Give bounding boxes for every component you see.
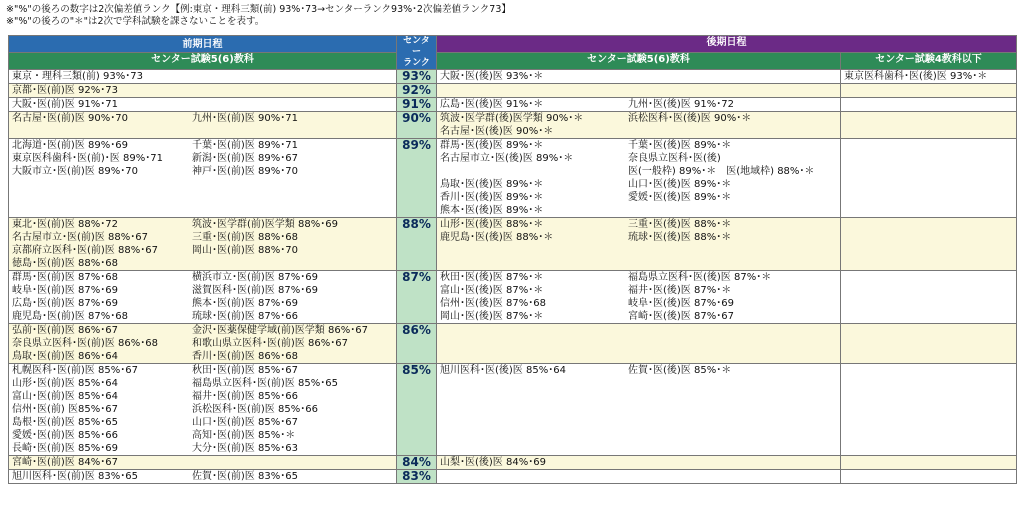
early-col-1 (12, 218, 192, 270)
early-cell (9, 70, 397, 84)
late-cell (437, 70, 841, 84)
late-4subjects-cell (841, 84, 1017, 98)
early-cell (9, 98, 397, 112)
entry-text: 大阪市立･医(前)医 89%･70 (12, 166, 138, 177)
rank-row (9, 364, 1017, 456)
entry-text: 山口･医(後)医 89%･＊ (628, 179, 732, 190)
ranking-table (8, 35, 1017, 484)
entry-text: 群馬･医(後)医 89%･＊ (440, 140, 544, 151)
entry-text: 京都府立医科･医(前)医 88%･67 (12, 245, 158, 256)
entry-text: 滋賀医科･医(前)医 87%･69 (192, 285, 318, 296)
entry-text: 名古屋･医(後)医 90%･＊ (440, 126, 554, 137)
early-col-1 (12, 98, 192, 111)
entry-text: 広島･医(後)医 91%･＊ (440, 99, 544, 110)
entry-text: 大阪･医(後)医 93%･＊ (440, 71, 544, 82)
entry-text: 名古屋市立･医(前)医 88%･67 (12, 232, 148, 243)
center-rank: 87% (397, 271, 437, 324)
entry-text: 神戸･医(前)医 89%･70 (192, 166, 298, 177)
entry-text: 弘前･医(前)医 86%･67 (12, 325, 118, 336)
early-cell (9, 456, 397, 470)
entry-text: 佐賀･医(前)医 83%･65 (192, 471, 298, 482)
entry-text: 島根･医(前)医 85%･65 (12, 417, 118, 428)
entry-text: 岡山･医(前)医 88%･70 (192, 245, 298, 256)
early-cell (9, 324, 397, 364)
late-cell (437, 364, 841, 456)
late-col-1 (440, 139, 628, 217)
entry-text: 旭川医科･医(後)医 85%･64 (440, 365, 566, 376)
center-rank-header (397, 36, 437, 70)
entry-text: 群馬･医(前)医 87%･68 (12, 272, 118, 283)
entry-text: 愛媛･医(前)医 85%･66 (12, 430, 118, 441)
entry-text: 筑波･医学群(前)医学類 88%･69 (192, 219, 338, 230)
late-cell (437, 271, 841, 324)
late-subjects-header: センター試験5(6)教科 (437, 53, 841, 70)
late-4subjects-cell (841, 70, 1017, 84)
entry-text: 浜松医科･医(後)医 90%･＊ (628, 113, 752, 124)
late-4subjects-cell (841, 112, 1017, 139)
entry-text: 香川･医(後)医 89%･＊ (440, 192, 544, 203)
entry-text: 名古屋市立･医(後)医 89%･＊ (440, 153, 574, 164)
late-col-1 (440, 271, 628, 323)
entry-text: 岐阜･医(後)医 87%･69 (628, 298, 734, 309)
entry-text: 岐阜･医(前)医 87%･69 (12, 285, 118, 296)
entry-text: 福井･医(後)医 87%･＊ (628, 285, 732, 296)
late-cell (437, 139, 841, 218)
early-col-1 (12, 84, 192, 97)
center-rank: 91% (397, 98, 437, 112)
entry-text: 広島･医(前)医 87%･69 (12, 298, 118, 309)
entry-text: 大分･医(前)医 85%･63 (192, 443, 298, 454)
center-rank-header-text: センター ランク (403, 36, 430, 68)
center-rank: 83% (397, 470, 437, 484)
late-schedule-header: 後期日程 (437, 36, 1017, 53)
entry-text: 三重･医(前)医 88%･68 (192, 232, 298, 243)
center-rank: 86% (397, 324, 437, 364)
early-cell (9, 218, 397, 271)
entry-text: 大阪･医(前)医 91%･71 (12, 99, 118, 110)
entry-text: 鹿児島･医(後)医 88%･＊ (440, 232, 554, 243)
rank-row (9, 324, 1017, 364)
late-col-1 (440, 364, 628, 377)
entry-text: 京都･医(前)医 92%･73 (12, 85, 118, 96)
late-col-2 (628, 364, 838, 377)
entry-text (440, 165, 628, 178)
entry-text: 岡山･医(後)医 87%･＊ (440, 311, 544, 322)
entry-text: 三重･医(後)医 88%･＊ (628, 219, 732, 230)
early-col-1 (12, 364, 192, 455)
rank-row (9, 70, 1017, 84)
entry-text: 富山･医(後)医 87%･＊ (440, 285, 544, 296)
late-col-1 (440, 98, 628, 111)
late-4subjects-cell (841, 324, 1017, 364)
center-rank: 90% (397, 112, 437, 139)
rank-row (9, 218, 1017, 271)
entry-text: 奈良県立医科･医(前)医 86%･68 (12, 338, 158, 349)
early-col-2 (192, 470, 392, 483)
entry-text: 奈良県立医科･医(後) (628, 153, 721, 164)
early-col-1 (12, 271, 192, 323)
early-cell (9, 271, 397, 324)
entry-text: 信州･医(後)医 87%･68 (440, 298, 546, 309)
entry-text: 徳島･医(前)医 88%･68 (12, 258, 118, 269)
late-4subjects-header: センター試験4教科以下 (841, 53, 1017, 70)
center-rank: 92% (397, 84, 437, 98)
entry-text: 東京・理科三類(前) 93%･73 (12, 71, 143, 82)
entry-text: 熊本･医(前)医 87%･69 (192, 298, 298, 309)
early-col-1 (12, 324, 192, 363)
rank-row (9, 112, 1017, 139)
late-cell (437, 324, 841, 364)
entry-text: 和歌山県立医科･医(前)医 86%･67 (192, 338, 348, 349)
early-subjects-header: センター試験5(6)教科 (9, 53, 397, 70)
entry-text (628, 204, 838, 217)
late-4subjects-cell (841, 364, 1017, 456)
entry-text: 鳥取･医(後)医 89%･＊ (440, 179, 544, 190)
late-col-2 (628, 271, 838, 323)
entry-text: 香川･医(前)医 86%･68 (192, 351, 298, 362)
entry-text: 千葉･医(後)医 89%･＊ (628, 140, 732, 151)
early-col-2 (192, 324, 392, 363)
early-cell (9, 139, 397, 218)
early-col-1 (12, 70, 192, 83)
late-4subjects-cell (841, 456, 1017, 470)
early-col-2 (192, 364, 392, 455)
entry-text: 福島県立医科･医(前)医 85%･65 (192, 378, 338, 389)
entry-text: 秋田･医(後)医 87%･＊ (440, 272, 544, 283)
center-rank: 93% (397, 70, 437, 84)
entry-text: 高知･医(前)医 85%･＊ (192, 430, 296, 441)
entry-text: 東京医科歯科･医(前)･医 89%･71 (12, 153, 163, 164)
entry-text: 福島県立医科･医(後)医 87%･＊ (628, 272, 772, 283)
entry-text: 北海道･医(前)医 89%･69 (12, 140, 128, 151)
entry-text: 旭川医科･医(前)医 83%･65 (12, 471, 138, 482)
early-schedule-header: 前期日程 (9, 36, 397, 53)
early-cell (9, 364, 397, 456)
entry-text: 山形･医(後)医 88%･＊ (440, 219, 544, 230)
rank-row (9, 456, 1017, 470)
entry-text: 医(一般枠) 89%･＊ 医(地域枠) 88%･＊ (628, 166, 815, 177)
late-col-1 (440, 70, 628, 83)
entry-text: 千葉･医(前)医 89%･71 (192, 140, 298, 151)
late-4subjects-cell (841, 139, 1017, 218)
late-cell (437, 470, 841, 484)
note-2: ※"%"の後ろの"＊"は2次で学科試験を課さないことを表す。 (6, 16, 265, 27)
rank-row (9, 84, 1017, 98)
rank-row (9, 470, 1017, 484)
late-cell (437, 98, 841, 112)
late-cell (437, 456, 841, 470)
entry-text: 金沢･医薬保健学域(前)医学類 86%･67 (192, 325, 368, 336)
rank-row (9, 271, 1017, 324)
early-col-2 (192, 271, 392, 323)
late-cell (437, 112, 841, 139)
entry-text: 福井･医(前)医 85%･66 (192, 391, 298, 402)
entry-text: 熊本･医(後)医 89%･＊ (440, 205, 544, 216)
entry-text: 宮崎･医(前)医 84%･67 (12, 457, 118, 468)
entry-text: 山梨･医(後)医 84%･69 (440, 457, 546, 468)
entry-text: 九州･医(後)医 91%･72 (628, 99, 734, 110)
entry-text: 長崎･医(前)医 85%･69 (12, 443, 118, 454)
entry-text: 新潟･医(前)医 89%･67 (192, 153, 298, 164)
early-col-1 (12, 112, 192, 125)
early-col-1 (12, 139, 192, 178)
entry-text: 宮崎･医(後)医 87%･67 (628, 311, 734, 322)
late-col-1 (440, 112, 628, 138)
early-cell (9, 84, 397, 98)
entry-text: 名古屋･医(前)医 90%･70 (12, 113, 128, 124)
early-col-1 (12, 470, 192, 483)
late-col-2 (628, 112, 838, 125)
entry-text: 横浜市立･医(前)医 87%･69 (192, 272, 318, 283)
early-col-2 (192, 112, 392, 125)
late-col-2 (628, 98, 838, 111)
entry-text: 山口･医(前)医 85%･67 (192, 417, 298, 428)
late-col-2 (628, 218, 838, 244)
center-rank: 85% (397, 364, 437, 456)
entry-text: 秋田･医(前)医 85%･67 (192, 365, 298, 376)
entry-text: 琉球･医(後)医 88%･＊ (628, 232, 732, 243)
center-rank: 89% (397, 139, 437, 218)
center-rank: 88% (397, 218, 437, 271)
early-cell (9, 470, 397, 484)
late-cell (437, 84, 841, 98)
late-4subjects-cell (841, 218, 1017, 271)
entry-text: 佐賀･医(後)医 85%･＊ (628, 365, 732, 376)
early-col-2 (192, 139, 392, 178)
entry-text: 琉球･医(前)医 87%･66 (192, 311, 298, 322)
early-col-1 (12, 456, 192, 469)
late-4subjects-cell (841, 271, 1017, 324)
entry-text: 信州･医(前) 医85%･67 (12, 404, 118, 415)
rank-row (9, 98, 1017, 112)
note-1: ※"%"の後ろの数字は2次偏差値ランク【例:東京・理科三類(前) 93%･73→センターランク93%･2次偏差値ランク73】 (6, 4, 511, 15)
late-col-1 (440, 456, 628, 469)
late-4subjects-cell (841, 470, 1017, 484)
late-col-1 (440, 218, 628, 244)
entry-text: 鳥取･医(前)医 86%･64 (12, 351, 118, 362)
late-col-2 (628, 139, 838, 217)
early-cell (9, 112, 397, 139)
entry-text: 鹿児島･医(前)医 87%･68 (12, 311, 128, 322)
entry-text: 富山･医(前)医 85%･64 (12, 391, 118, 402)
entry-text: 東北･医(前)医 88%･72 (12, 219, 118, 230)
entry-text: 東京医科歯科･医(後)医 93%･＊ (844, 71, 988, 82)
entry-text: 札幌医科･医(前)医 85%･67 (12, 365, 138, 376)
rank-row (9, 139, 1017, 218)
early-col-2 (192, 218, 392, 257)
entry-text: 筑波･医学群(後)医学類 90%･＊ (440, 113, 584, 124)
entry-text: 山形･医(前)医 85%･64 (12, 378, 118, 389)
late-cell (437, 218, 841, 271)
entry-text: 愛媛･医(後)医 89%･＊ (628, 192, 732, 203)
center-rank: 84% (397, 456, 437, 470)
late-4subjects-cell (841, 98, 1017, 112)
entry-text: 九州･医(前)医 90%･71 (192, 113, 298, 124)
entry-text: 浜松医科･医(前)医 85%･66 (192, 404, 318, 415)
notes (6, 4, 511, 28)
